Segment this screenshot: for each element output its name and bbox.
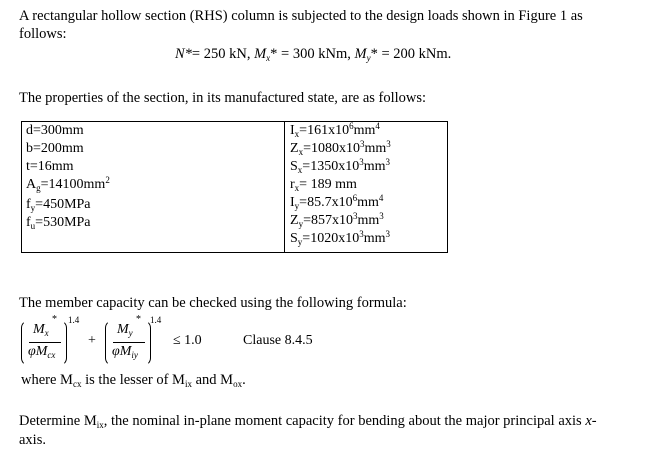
capacity-intro: The member capacity can be checked using the following formula:	[19, 295, 407, 311]
moment-x-value: * = 300 kNm,	[270, 46, 351, 62]
formula-den2: $\varphi M_{iy}$	[112, 344, 138, 360]
prop-gross-area: $A_g=14100mm^2$	[26, 175, 110, 193]
question-line-2: axis.	[19, 432, 46, 448]
moment-y-symbol: M	[354, 46, 367, 62]
formula-leq: ≤ 1.0	[173, 333, 202, 348]
clause-reference: Clause 8.4.5	[243, 333, 313, 348]
prop-tensile-strength: $f_u=530MPa$	[26, 215, 91, 231]
formula-den1: $\varphi M_{cx}$	[28, 344, 56, 360]
moment-y-value: * = 200 kNm.	[370, 46, 452, 62]
formula-num2: $M_y$	[117, 322, 133, 338]
formula-exp1: 1.4	[68, 315, 80, 325]
axial-load-value: = 250 kN,	[191, 46, 251, 62]
prop-zy: $Z_y=857x10^3mm^3$	[290, 211, 384, 229]
fraction-bar-1	[29, 342, 61, 343]
formula-star1: *	[52, 314, 57, 325]
design-loads: N*= 250 kN, $M_x* = 300$ kNm, $M_y* = 200$ kNm.	[175, 46, 452, 63]
question-line-1: Determine $M_{ix}$, the nominal in-plane moment capacity for bending about the major principal axis x-	[19, 413, 597, 430]
prop-sy: $S_y=1020x10^3mm^3$	[290, 229, 390, 247]
moment-x-symbol: M	[254, 46, 267, 62]
prop-rx: $r_x= 189$ mm	[290, 177, 357, 193]
prop-ix: $I_x=161x10^6mm^4$	[290, 121, 380, 139]
intro-line-1: A rectangular hollow section (RHS) column is subjected to the design loads shown in Figure 1 as	[19, 8, 583, 24]
formula-exp2: 1.4	[150, 315, 162, 325]
prop-yield-stress: $f_y=450MPa$	[26, 197, 91, 213]
properties-intro: The properties of the section, in its manufactured state, are as follows:	[19, 90, 427, 106]
prop-zx: $Z_x=1080x10^3mm^3$	[290, 139, 391, 157]
prop-width: b=200mm	[26, 141, 84, 156]
axial-load-symbol: N*	[175, 46, 192, 62]
formula-plus: +	[88, 333, 96, 348]
formula-num1: $M_x$	[33, 322, 49, 338]
intro-line-2: follows:	[19, 26, 67, 42]
section-properties-table	[21, 121, 448, 253]
prop-thickness: t=16mm	[26, 159, 74, 174]
fraction-bar-2	[113, 342, 145, 343]
where-statement: where $M_{cx}$ is the lesser of $M_{ix}$ and $M_{ox}$.	[21, 372, 246, 389]
prop-depth: d=300mm	[26, 123, 84, 138]
table-divider	[284, 122, 285, 252]
prop-iy: $I_y=85.7x10^6mm^4$	[290, 193, 384, 211]
formula-star2: *	[136, 314, 141, 325]
prop-sx: $S_x=1350x10^3mm^3$	[290, 157, 390, 175]
